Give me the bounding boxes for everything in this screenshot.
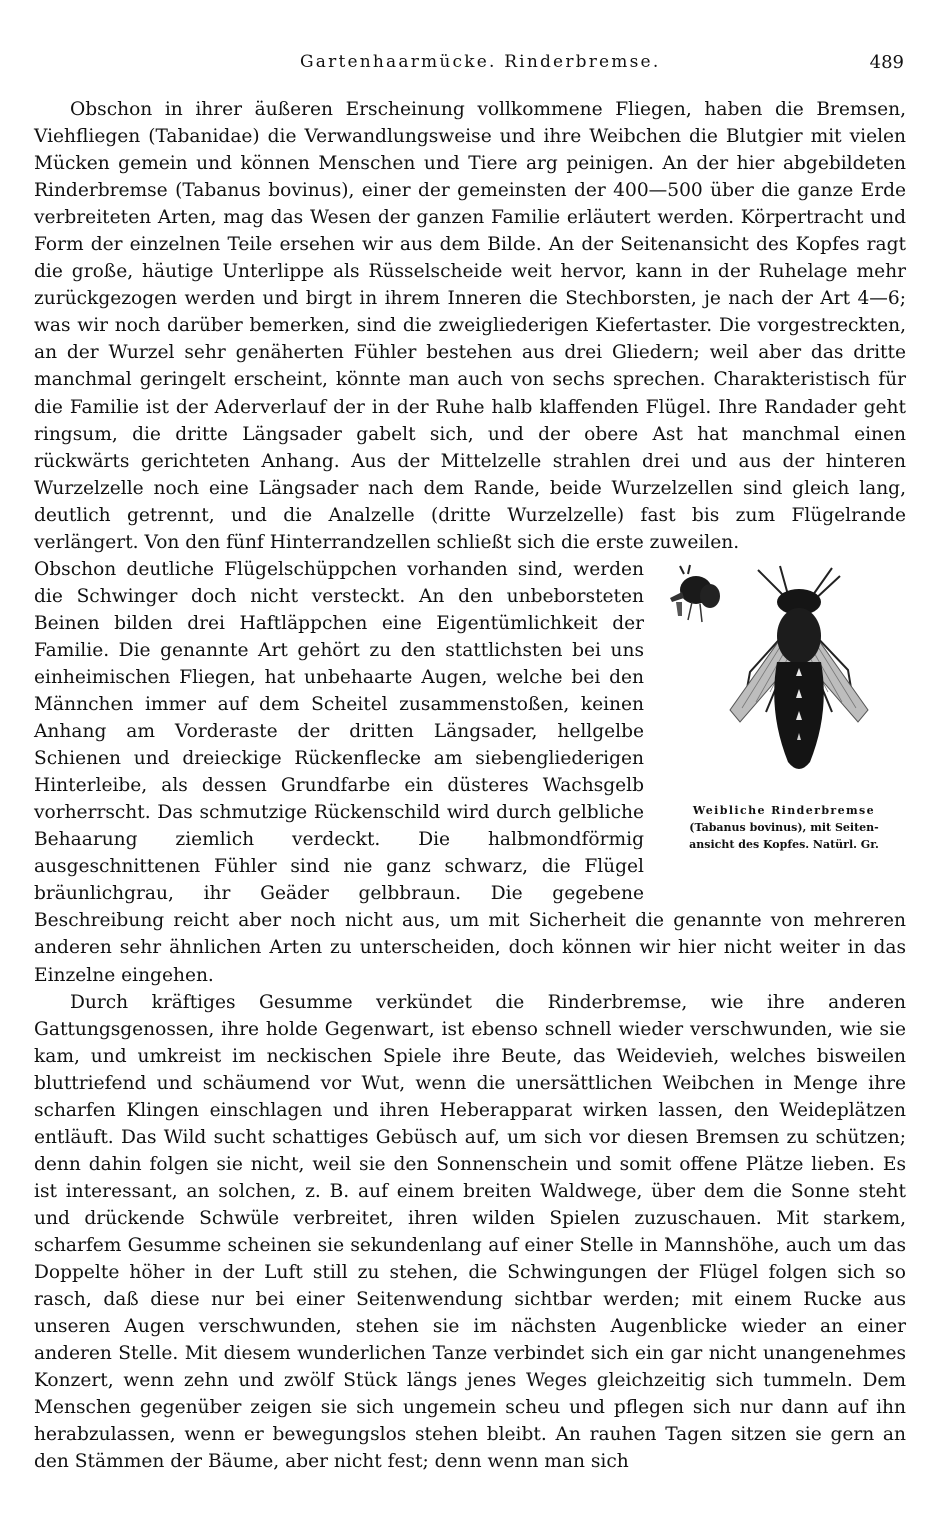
horsefly-illustration [662, 562, 906, 802]
paragraph-3: Durch kräftiges Gesumme verkündet die Rinderbremse, wie ihre anderen Gattungsgenossen, ihre holde Gegenwart, ist ebenso schnell wieder verschwunden, wie sie kam, und umkreist im neckischen Spiele ihre Beute, das Weidevieh, welches bisweilen bluttriefend und schäumend vor Wut, wenn die unersättlichen Weibchen in Menge ihre scharfen Klingen einschlagen und ihren Heberapparat wirken lassen, den Weideplätzen entläuft. Das Wild sucht schattiges Gebüsch auf, um sich vor diesen Bremsen zu schützen; denn dahin folgen sie nicht, weil sie den Sonnenschein und somit offene Plätze lieben. Es ist interessant, an solchen, z. B. auf einem breiten Waldwege, über dem die Sonne steht und drückende Schwüle verbreitet, ihren wilden Spielen zuzuschauen. Mit starkem, scharfem Gesumme scheinen sie sekundenlang auf einer Stelle in Mannshöhe, auch um das Doppelte höher in der Luft still zu stehen, die Schwingungen der Flügel folgen sich so rasch, daß diese nur bei einer Seitenwendung sichtbar werden; mit einem Rucke aus unseren Augen verschwunden, stehen sie im nächsten Augenblicke wieder an einer anderen Stelle. Mit diesem wunderlichen Tanze verbindet sich ein gar nicht unangenehmes Konzert, wenn zehn und zwölf Stück längs jenes Weges gleichzeitig sich tummeln. Dem Menschen gegenüber zeigen sie sich ungemein scheu und pflegen sich nur dann auf ihn herabzulassen, wenn er bewegungslos stehen bleibt. An rauhen Tagen sitzen sie gern an den Stämmen der Bäume, aber nicht fest; denn wenn man sich [34, 991, 906, 1473]
page-header [0, 52, 950, 76]
caption-line-2: (Tabanus bovinus), mit Seiten- [689, 820, 879, 834]
body-text [34, 96, 906, 1475]
running-head: Gartenhaarmücke. Rinderbremse. [300, 52, 661, 72]
paragraph-2: Obschon deutliche Flügelschüppchen vorhanden sind, werden die Schwinger doch nicht versteckt. An den unbeborsteten Beinen bilden drei Haftläppchen eine Eigentümlichkeit der Familie. Die genannte Art gehört zu den stattlichsten bei uns einheimischen Fliegen, hat unbehaarte Augen, welche bei den Männchen immer auf dem Scheitel zusammenstoßen, keinen Anhang am Vorderaste der dritten Längsader, hellgelbe Schienen und dreieckige Rückenflecke am siebengliederigen Hinterleibe, als dessen Grundfarbe ein düsteres Wachsgelb vorherrscht. Das schmutzige Rückenschild wird durch gelbliche Behaarung ziemlich verdeckt. Die halbmondförmig ausgeschnittenen Fühler sind nie ganz schwarz, die Flügel bräunlichgrau, ihr Geäder gelbbraun. Die gegebene Beschreibung reicht aber noch nicht aus, um mit Sicherheit die genannte von mehreren anderen sehr ähnlichen Arten zu unterscheiden, doch können wir hier nicht weiter in das Einzelne eingehen. [34, 558, 906, 986]
caption-line-3: ansicht des Kopfes. Natürl. Gr. [689, 837, 879, 851]
figure-horsefly [662, 562, 906, 878]
head-side-view-icon [670, 565, 720, 622]
page-number: 489 [869, 52, 904, 73]
figure-caption [662, 802, 906, 853]
caption-line-1: Weibliche Rinderbremse [692, 803, 876, 817]
paragraph-1: Obschon in ihrer äußeren Erscheinung vollkommene Fliegen, haben die Bremsen, Viehfliegen (Tabanidae) die Verwandlungsweise und ihre Weibchen die Blutgier mit vielen Mücken gemein und können Menschen und Tiere arg peinigen. An der hier abgebildeten Rinderbremse (Tabanus bovinus), einer der gemeinsten der 400—500 über die ganze Erde verbreiteten Arten, mag das Wesen der ganzen Familie erläutert werden. Körpertracht und Form der einzelnen Teile ersehen wir aus dem Bilde. An der Seitenansicht des Kopfes ragt die große, häutige Unterlippe als Rüsselscheide weit hervor, kann in der Ruhelage mehr zurückgezogen werden und birgt in ihrem Inneren die Stechborsten, je nach der Art 4—6; was wir noch darüber bemerken, sind die zweigliederigen Kiefertaster. Die vorgestreckten, an der Wurzel sehr genäherten Fühler bestehen aus drei Gliedern; weil aber das dritte manchmal geringelt erscheint, könnte man auch von sechs sprechen. Charakteristisch für die Familie ist der Aderverlauf der in der Ruhe halb klaffenden Flügel. Ihre Randader geht ringsum, die dritte Längsader gabelt sich, und der obere Ast hat manchmal einen rückwärts gerichteten Anhang. Aus der Mittelzelle strahlen drei und aus der hinteren Wurzelzelle noch eine Längsader nach dem Rande, beide Wurzelzellen sind gleich lang, deutlich getrennt, und die Analzelle (dritte Wurzelzelle) fast bis zum Flügelrande verlängert. Von den fünf Hinterrandzellen schließt sich die erste zuweilen. [34, 99, 906, 553]
fly-dorsal-view-icon [730, 566, 868, 769]
